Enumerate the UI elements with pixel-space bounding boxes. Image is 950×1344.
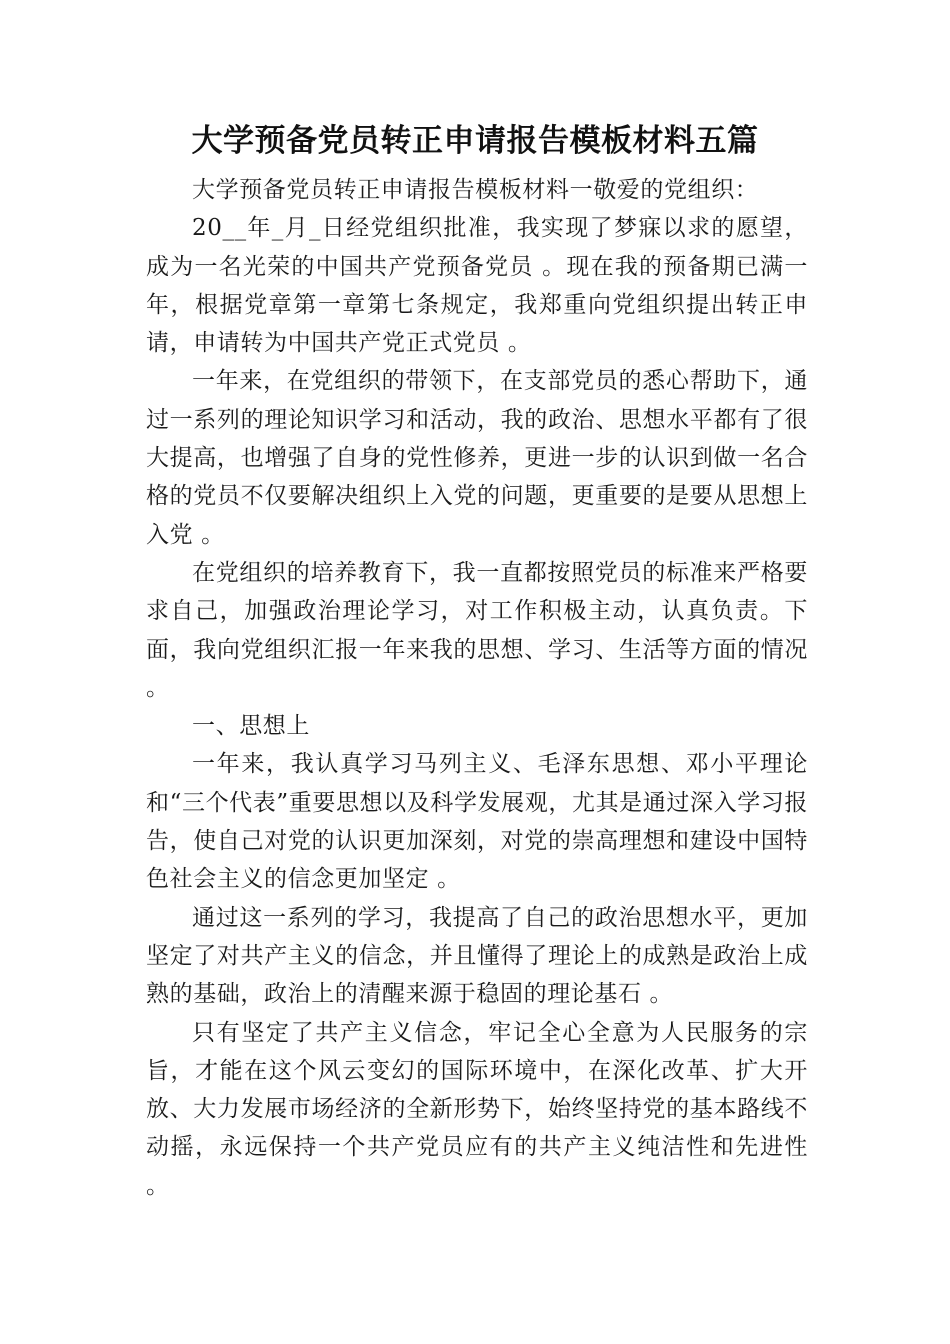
paragraph-theory-study: 一年来，我认真学习马列主义、毛泽东思想、邓小平理论和“三个代表”重要思想以及科学发展观，尤其是通过深入学习报告，使自己对党的认识更加深刻，对党的崇高理想和建设中国特色社会主义的信念更加坚定 。 bbox=[146, 751, 808, 893]
paragraph-communist-belief: 只有坚定了共产主义信念，牢记全心全意为人民服务的宗旨，才能在这个风云变幻的国际环境中，在深化改革、扩大开放、大力发展市场经济的全新形势下，始终坚持党的基本路线不动摇，永远保持一个共产党员应有的共产主义纯洁性和先进性 。 bbox=[146, 1019, 808, 1199]
paragraph-year-review: 一年来，在党组织的带领下，在支部党员的悉心帮助下，通过一系列的理论知识学习和活动，我的政治、思想水平都有了很大提高，也增强了自身的党性修养，更进一步的认识到做一名合格的党员不仅要解决组织上入党的问题，更重要的是要从思想上入党 。 bbox=[146, 368, 808, 548]
document-title: 大学预备党员转正申请报告模板材料五篇 bbox=[191, 123, 759, 159]
paragraph-political-level: 通过这一系列的学习，我提高了自己的政治思想水平，更加坚定了对共产主义的信念，并且懂得了理论上的成熟是政治上成熟的基础，政治上的清醒来源于稳固的理论基石 。 bbox=[146, 904, 808, 1008]
paragraph-application: 20__年_月_日经党组织批准，我实现了梦寐以求的愿望，成为一名光荣的中国共产党预备党员 。现在我的预备期已满一年，根据党章第一章第七条规定，我郑重向党组织提出转正申请，申请转为中国共产党正式党员 。 bbox=[146, 215, 808, 357]
paragraph-greeting: 大学预备党员转正申请报告模板材料一敬爱的党组织： bbox=[192, 177, 759, 203]
paragraph-self-requirement: 在党组织的培养教育下，我一直都按照党员的标准来严格要求自己，加强政治理论学习，对工作积极主动，认真负责。下面，我向党组织汇报一年来我的思想、学习、生活等方面的情况 。 bbox=[146, 559, 808, 701]
section-heading-thought: 一、思想上 bbox=[192, 713, 310, 740]
document-body bbox=[146, 171, 808, 1205]
